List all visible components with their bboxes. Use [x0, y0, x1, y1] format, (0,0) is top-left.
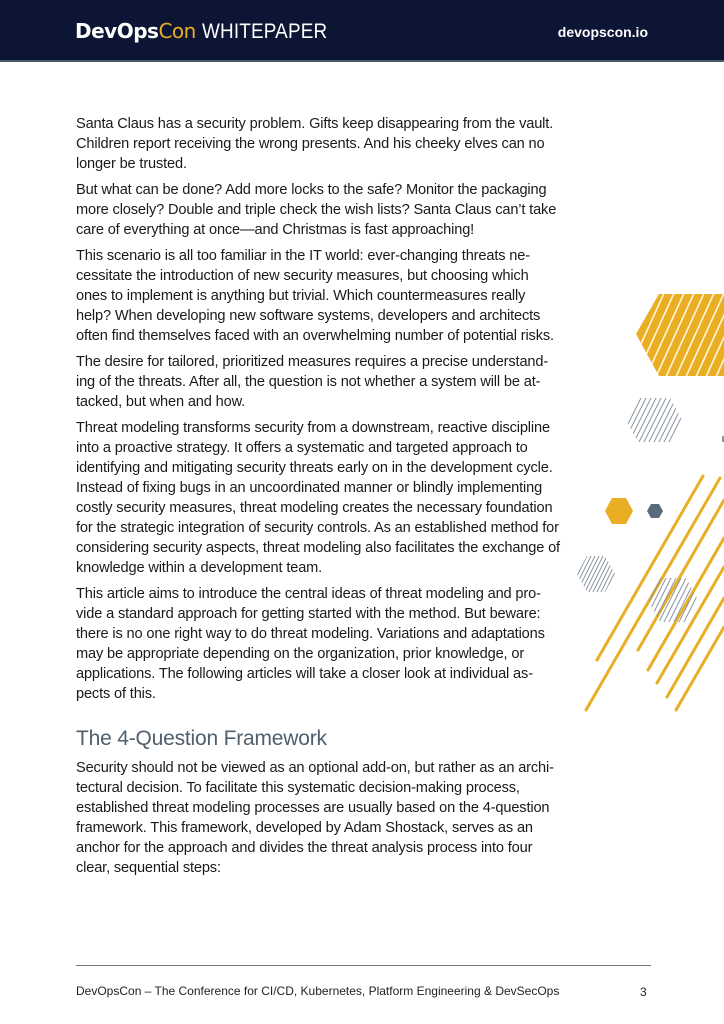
brand-logo [75, 19, 341, 47]
hexagon-striped-gray-icon [565, 550, 626, 600]
hexagon-striped-gray-icon [610, 390, 705, 450]
paragraph: The desire for tailored, prioritized measures requires a precise understanding of the threats. After all, the question is not whether a system will be attacked, but when and how. [76, 354, 549, 410]
hexagon-solid-yellow-icon [605, 498, 633, 524]
paragraph: This scenario is all too familiar in the IT world: ever-changing threats necessitate the introduction of new security measures, but choosing which ones to implement is anything but trivial. Which countermeasures really help? When developing new software systems, developers and architects often find themselves faced with an overwhelming number of potential risks. [76, 248, 554, 344]
decorative-graphic [560, 280, 724, 730]
paragraph: But what can be done? Add more locks to the safe? Monitor the packaging more closely? Double and triple check the wish lists? Santa Claus can’t take care of everything at once—and Christmas is fast approaching! [76, 182, 557, 238]
hexagon-striped-yellow-icon [620, 280, 724, 390]
paragraph: Threat modeling transforms security from a downstream, reactive discipline into a proactive strategy. It offers a systematic and targeted approach to identifying and mitigating security threats early on in the development cycle. Instead of fixing bugs in an uncoordinated manner or blindly implementing costly security measures, threat modeling creates the necessary foundation for the strategic integration of security controls. As an established method for considering security aspects, threat modeling also facilitates the exchange of knowledge within a development team. [76, 420, 560, 576]
article-body [76, 114, 562, 884]
brand-con: Con [158, 19, 196, 43]
paragraph: This article aims to introduce the central ideas of threat modeling and provide a standard approach for getting started with the method. But beware: there is no one right way to do threat modeling. Variations and adaptations may be appropriate depending on the organization, prior knowledge, or applications. The following articles will take a closer look at individual aspects of this. [76, 586, 545, 702]
paragraph: Santa Claus has a security problem. Gifts keep disappearing from the vault. Children report receiving the wrong presents. And his cheeky elves can no longer be trusted. [76, 116, 554, 172]
page-header [0, 0, 724, 62]
hexagon-solid-slate-icon [647, 504, 663, 518]
footer-divider [76, 965, 651, 966]
section-heading: The 4-Question Framework [76, 727, 327, 750]
brand-whitepaper: WHITEPAPER [201, 20, 328, 43]
site-url[interactable]: devopscon.io [557, 24, 648, 40]
footer-text: DevOpsCon – The Conference for CI/CD, Kubernetes, Platform Engineering & DevSecOps [76, 984, 560, 998]
paragraph: Security should not be viewed as an optional add-on, but rather as an architectural decision. To facilitate this systematic decision-making process, established threat modeling processes are usually based on the 4-question framework. This framework, developed by Adam Shostack, serves as an anchor for the approach and divides the threat analysis process into four clear, sequential steps: [76, 760, 554, 876]
brand-devops: DevOps [75, 19, 159, 43]
page-number: 3 [640, 985, 647, 999]
